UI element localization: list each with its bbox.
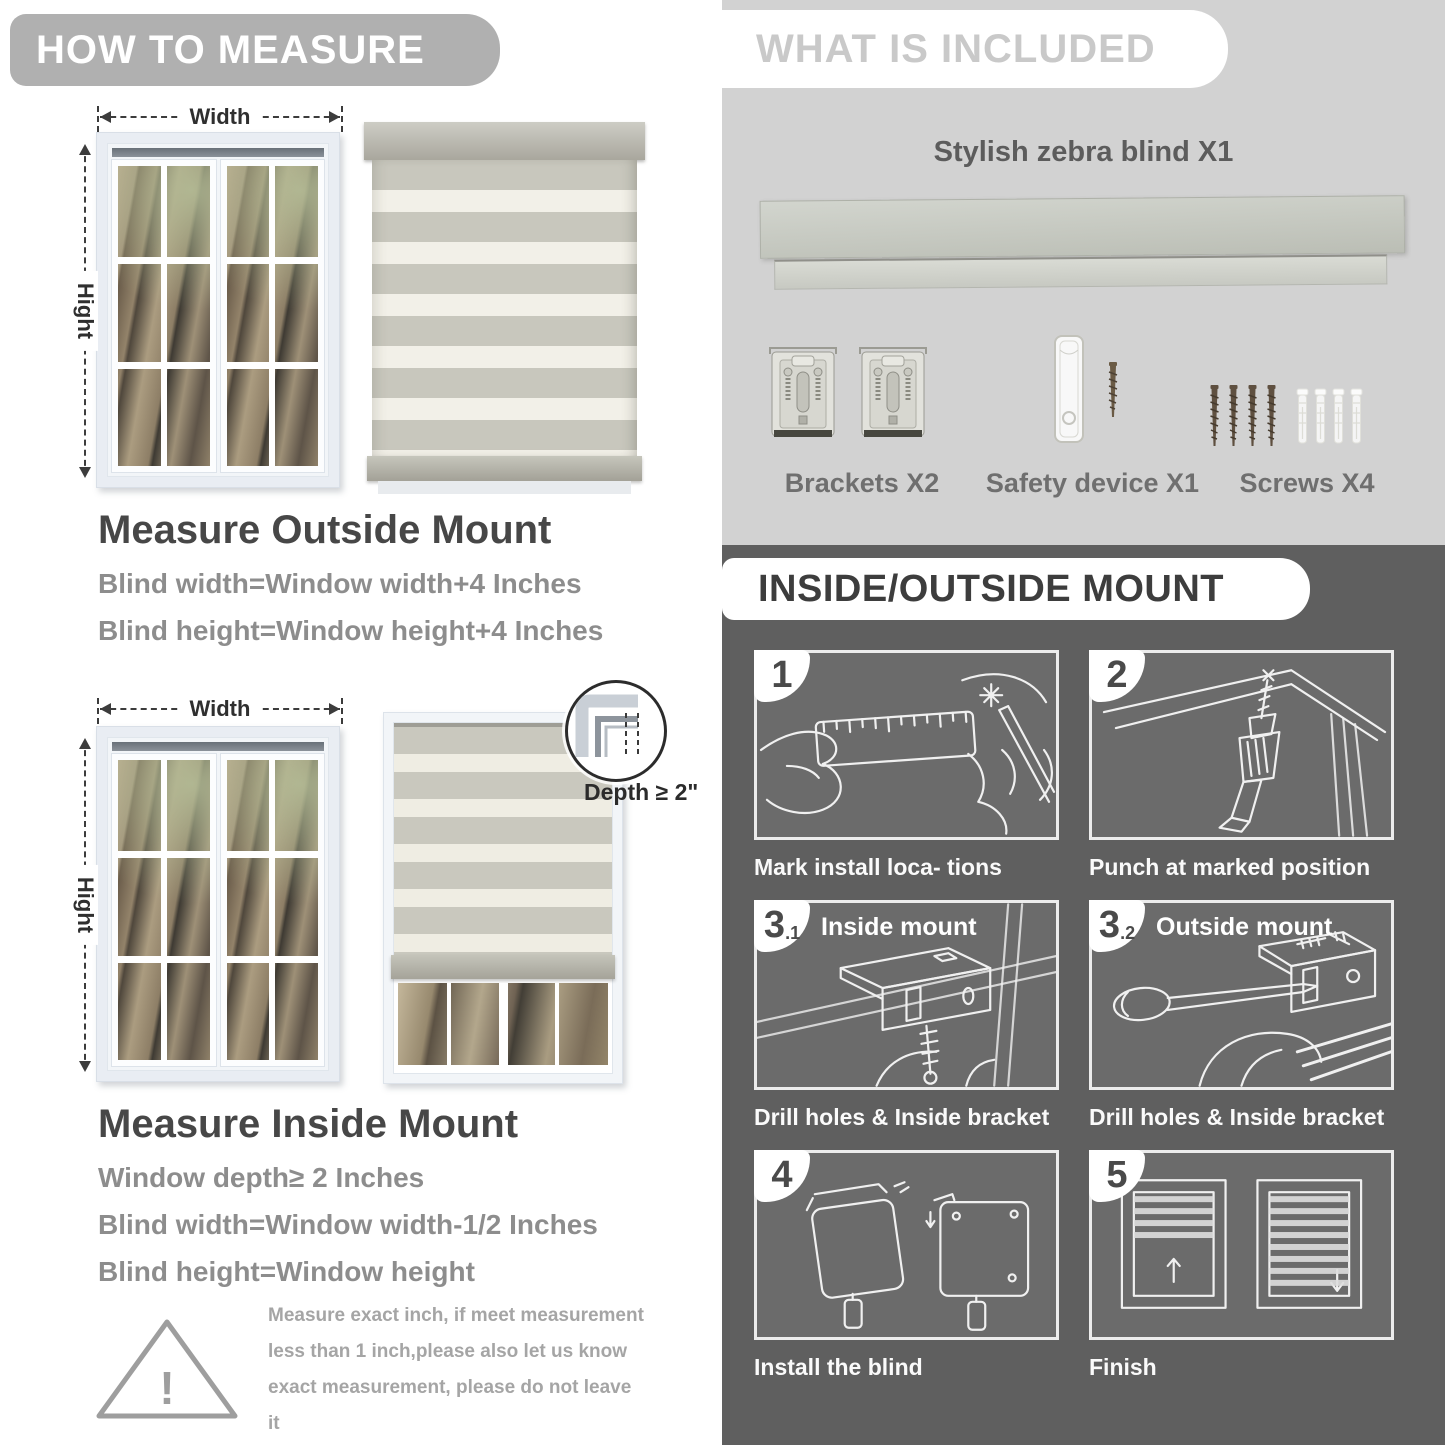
bracket-icon (766, 344, 840, 444)
window-glass (227, 166, 319, 466)
warning-icon (92, 1314, 242, 1426)
zebra-blind-photo (364, 122, 645, 496)
step-3-1-caption: Drill holes & Inside bracket (754, 1104, 1050, 1130)
window-doors (108, 754, 328, 1070)
step-number: 1 (771, 654, 793, 696)
width-arrow (100, 696, 340, 721)
inside-mount-lines (98, 1154, 598, 1295)
arrow-tick (341, 106, 343, 132)
step-5 (1089, 1150, 1394, 1381)
inside-outside-mount-header: INSIDE/OUTSIDE MOUNT (722, 558, 1310, 620)
what-is-included-panel (722, 0, 1445, 545)
measurement-warning (92, 1298, 668, 1442)
right-column (722, 0, 1445, 1445)
outside-line-2: Blind height=Window height+4 Inches (98, 615, 604, 646)
step-4-panel (754, 1150, 1059, 1340)
step-3-1-panel (754, 900, 1059, 1090)
blind-stripes (372, 160, 637, 456)
anchor-icon (1296, 387, 1309, 447)
window-glass (398, 983, 608, 1065)
window-door (221, 160, 325, 472)
screw-icon (1106, 361, 1120, 419)
arrow-tick (97, 106, 99, 132)
arrowhead-down-icon (79, 467, 91, 478)
step-5-panel (1089, 1150, 1394, 1340)
step-4 (754, 1150, 1059, 1381)
step-1 (754, 650, 1059, 881)
window-top-rail (112, 742, 324, 751)
anchor-icon (1332, 387, 1345, 447)
outside-mount-lines (98, 560, 603, 654)
step-number: 2 (1106, 654, 1128, 696)
depth-note: Depth ≥ 2" (584, 779, 699, 805)
step-5-caption: Finish (1089, 1354, 1157, 1380)
window-glass (227, 760, 319, 1060)
hight-label: Hight (72, 271, 98, 351)
width-label: Width (178, 104, 263, 130)
step-3-1 (754, 900, 1059, 1131)
what-is-included-header: WHAT IS INCLUDED (690, 10, 1228, 88)
safety-device-group (1052, 334, 1120, 446)
arrow-tick (341, 698, 343, 724)
anchors-group (1296, 387, 1363, 447)
arrowhead-right-icon (329, 111, 340, 123)
inside-outside-mount-panel (722, 545, 1445, 1445)
brackets-label: Brackets X2 (784, 468, 940, 498)
outside-mount-heading: Measure Outside Mount (98, 508, 552, 552)
screw-icon (1227, 384, 1240, 448)
hight-label: Hight (72, 865, 98, 945)
window-inner (107, 737, 329, 1071)
window-top-rail (112, 148, 324, 157)
step-number: 5 (1106, 1154, 1128, 1196)
headrail-bottom-bar (774, 254, 1387, 289)
step-2-caption: Punch at marked position (1089, 854, 1371, 880)
inside-line-1: Window depth≥ 2 Inches (98, 1162, 425, 1193)
screw-icon (1265, 384, 1278, 448)
step-number: 4 (771, 1154, 793, 1196)
screws-label: Screws X4 (1239, 468, 1375, 498)
window-glass (118, 760, 210, 1060)
blind-headrail (364, 122, 645, 160)
zebra-blind-label: Stylish zebra blind X1 (933, 136, 1234, 168)
inside-line-3: Blind height=Window height (98, 1256, 475, 1287)
height-arrow (73, 146, 98, 476)
step-2 (1089, 650, 1394, 881)
warning-text: Measure exact inch, if meet measurement less than 1 inch,please also let us know exact measurement, please do not leave it (268, 1305, 644, 1434)
width-label: Width (178, 696, 263, 722)
window-door (112, 754, 216, 1066)
window-photo-inside (96, 726, 340, 1082)
arrowhead-up-icon (79, 738, 91, 749)
step-3-2-label: Outside mount (1156, 913, 1333, 941)
arrowhead-right-icon (329, 703, 340, 715)
step-1-panel (754, 650, 1059, 840)
window-doors (108, 160, 328, 476)
arrow-tick (97, 698, 99, 724)
arrowhead-up-icon (79, 144, 91, 155)
frame-corner-detail-icon (568, 683, 664, 779)
window-glass (118, 166, 210, 466)
step-subnumber: .1 (785, 923, 801, 943)
screws-group (1208, 384, 1363, 448)
bracket-icon (856, 344, 930, 444)
width-arrow (100, 104, 340, 129)
inside-mount-heading: Measure Inside Mount (98, 1102, 519, 1146)
step-3-2-panel (1089, 900, 1394, 1090)
step-3-1-label: Inside mount (821, 913, 977, 941)
step-2-panel (1089, 650, 1394, 840)
step-3-2 (1089, 900, 1394, 1131)
window-inner (107, 143, 329, 477)
window-photo-outside (96, 132, 340, 488)
outside-line-1: Blind width=Window width+4 Inches (98, 568, 582, 599)
safety-device-label: Safety device X1 (985, 468, 1200, 498)
how-to-measure-header: HOW TO MEASURE (10, 14, 500, 86)
step-number: 3 (763, 904, 786, 946)
window-sill (378, 481, 631, 494)
blind-bottomrail (391, 955, 615, 979)
window-door (112, 160, 216, 472)
window-inner (393, 722, 613, 1074)
brackets-group (766, 344, 930, 444)
window-door (221, 754, 325, 1066)
step-1-caption: Mark install loca- tions (754, 854, 1002, 880)
warning-exclamation: ! (159, 1362, 175, 1414)
step-number: 3 (1098, 904, 1121, 946)
step-4-caption: Install the blind (754, 1354, 923, 1380)
depth-magnifier (565, 680, 667, 782)
anchor-icon (1350, 387, 1363, 447)
step-subnumber: .2 (1120, 923, 1136, 943)
step-3-2-caption: Drill holes & Inside bracket (1089, 1104, 1385, 1130)
screw-icon (1246, 384, 1259, 448)
arrowhead-left-icon (100, 703, 111, 715)
screw-icon (1208, 384, 1221, 448)
anchor-icon (1314, 387, 1327, 447)
blind-bottomrail (367, 456, 642, 481)
inside-line-2: Blind width=Window width-1/2 Inches (98, 1209, 598, 1240)
headrail-photo (760, 195, 1406, 297)
arrowhead-down-icon (79, 1061, 91, 1072)
headrail-top-bar (760, 195, 1405, 259)
arrowhead-left-icon (100, 111, 111, 123)
safety-device-icon (1052, 334, 1088, 446)
height-arrow (73, 740, 98, 1070)
